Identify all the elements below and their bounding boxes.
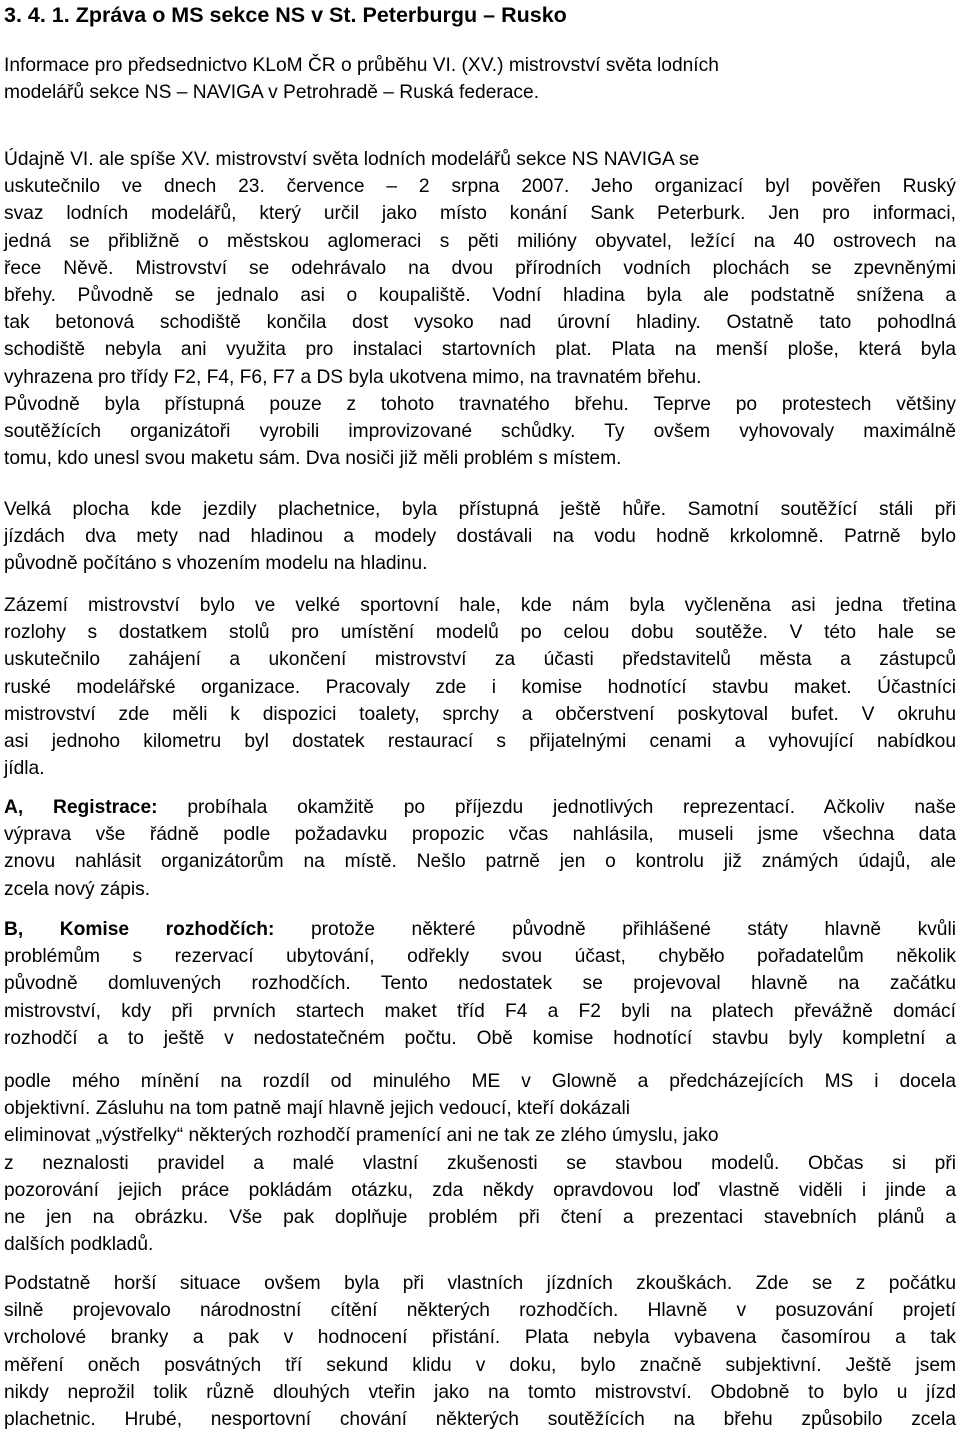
line-text: mistrovství zde měli k dispozici toalety, sprchy a občerstvení poskytoval bufet. V okruhu [4,703,956,725]
line-text: břehy. Původně se jednalo asi o koupaliště. Vodní hladina byla ale podstatně snížena a [4,284,956,306]
paragraph [4,1270,956,1433]
text-line [4,418,956,445]
line-text: jedná se přibližně o městskou aglomeraci s pěti milióny obyvatel, ležící na 40 ostrovech na [4,230,956,252]
text-line [4,943,956,970]
line-text: podle mého mínění na rozdíl od minulého ME v Glowně a předcházejících MS i docela [4,1071,956,1092]
text-line [4,1025,956,1052]
text-line [4,282,956,309]
text-line [4,496,956,523]
text-line [4,146,956,173]
line-text: nikdy neprožil tolik různě dlouhých vteřin jako na tomto mistrovství. Obdobně to bylo u jízd [4,1381,956,1403]
text-line [4,592,956,619]
line-text: původně počítáno s vhozením modelu na hladinu. [4,553,428,575]
text-line [4,1177,956,1204]
section-heading: 3. 4. 1. Zpráva o MS sekce NS v St. Peterburgu – Rusko [4,3,567,27]
line-text: Údajně VI. ale spíše XV. mistrovství světa lodních modelářů sekce NS NAVIGA se [4,149,700,170]
line-text: tomu, kdo unesl svou maketu sám. Dva nosiči již měli problém s místem. [4,448,622,470]
text-line [4,998,956,1025]
text-line [4,1406,956,1433]
paragraph [4,52,956,106]
line-text: rozlohy s dostatkem stolů pro umístění modelů po celou dobu soutěže. V této hale se [4,622,956,644]
paragraph [4,592,956,782]
text-line [4,1270,956,1297]
line-text: protože některé původně přihlášené státy hlavně kvůli [274,919,956,940]
text-line [4,916,956,943]
line-text: z neznalosti pravidel a malé vlastní zkušenosti se stavbou modelů. Občas si při [4,1152,956,1174]
line-text: silně projevovalo národnostní cítění některých rozhodčích. Hlavně v posuzování projetí [4,1300,956,1322]
line-text: objektivní. Zásluhu na tom patně mají hlavně jejich vedoucí, kteří dokázali [4,1098,631,1120]
line-text: Zázemí mistrovství bylo ve velké sportovní hale, kde nám byla vyčleněna asi jedna třetina [4,595,956,616]
text-line [4,794,956,821]
line-text: výprava vše řádně podle požadavku propozic včas nahlásila, museli jsme všechna data [4,824,956,846]
text-line [4,755,956,782]
line-text: probíhala okamžitě po příjezdu jednotlivých reprezentací. Ačkoliv naše [157,797,956,818]
text-line [4,52,956,79]
line-text: plachetnic. Hrubé, nesportovní chování některých soutěžících na břehu způsobilo zcela [4,1408,956,1430]
bold-label: B, Komise rozhodčích: [4,919,275,940]
text-line [4,1297,956,1324]
paragraph [4,496,956,578]
line-text: soutěžících organizátoři vyrobili improvizované schůdky. Ty ovšem vyhovovaly maximálně [4,420,956,442]
paragraph [4,916,956,1052]
bold-label: A, Registrace: [4,797,158,818]
text-line [4,523,956,550]
text-line [4,1095,956,1122]
paragraph [4,1068,956,1258]
line-text: pozorování jejich práce pokládám otázku, zda někdy opravdovou loď vlastně viděli i jinde a [4,1179,956,1201]
line-text: ne jen na obrázku. Vše pak doplňuje problém při čtení a prezentaci stavebních plánů a [4,1206,956,1228]
text-line [4,970,956,997]
text-line [4,1068,956,1095]
text-line [4,336,956,363]
line-text: jídla. [4,758,45,780]
line-text: eliminovat „výstřelky“ některých rozhodčí pramenící ani ne tak ze zlého úmyslu, jako [4,1125,719,1147]
text-line [4,1324,956,1351]
text-line [4,701,956,728]
line-text: problémům s rezervací ubytování, odřekly svou účast, chyběło pořadatelům několik [4,946,956,968]
text-line [4,848,956,875]
text-line [4,364,956,391]
line-text: řece Něvě. Mistrovství se odehrávalo na dvou přírodních vodních plochách se zpevněnými [4,257,956,279]
line-text: jízdách dva mety nad hladinou a modely dostávali na vodu hodně krkolomně. Patrně bylo [4,526,956,548]
line-text: vyhrazena pro třídy F2, F4, F6, F7 a DS byla ukotvena mimo, na travnatém břehu. [4,366,702,388]
line-text: znovu nahlásit organizátorům na místě. Nešlo patrně jen o kontrolu již známých údajů, ale [4,851,956,873]
line-text: rozhodčí a to ještě v nedostatečném počtu. Obě komise hodnotící stavbu byly kompletní a [4,1027,956,1049]
line-text: asi jednoho kilometru byl dostatek restaurací s přijatelnými cenami a vyhovující nabídkou [4,730,956,752]
text-line [4,200,956,227]
line-text: uskutečnilo zahájení a ukončení mistrovství za účasti představitelů města a zástupců [4,649,956,671]
line-text: Informace pro předsednictvo KLoM ČR o průběhu VI. (XV.) mistrovství světa lodních [4,55,719,76]
text-line [4,1379,956,1406]
line-text: vrcholové branky a pak v hodnocení přistání. Plata nebyla vybavena časomírou a tak [4,1327,956,1349]
text-line [4,445,956,472]
line-text: uskutečnilo ve dnech 23. července – 2 srpna 2007. Jeho organizací byl pověřen Ruský [4,176,956,198]
text-line [4,1122,956,1149]
text-line [4,1352,956,1379]
text-line [4,1204,956,1231]
line-text: Podstatně horší situace ovšem byla při vlastních jízdních zkouškách. Zde se z počátku [4,1273,956,1294]
text-line [4,674,956,701]
text-line [4,79,956,106]
line-text: mistrovství, kdy při prvních startech maket tříd F4 a F2 byli na platech převážně domácí [4,1000,956,1022]
line-text: dalších podkladů. [4,1234,154,1256]
text-line [4,728,956,755]
line-text: Velká plocha kde jezdily plachetnice, byla přístupná ještě hůře. Samotní soutěžící stáli při [4,499,956,520]
text-line [4,228,956,255]
text-line [4,1150,956,1177]
text-line [4,876,956,903]
line-text: svaz lodních modelářů, který určil jako místo konání Sank Peterburk. Jen pro informaci, [4,203,956,225]
text-line [4,550,956,577]
line-text: původně domluvených rozhodčích. Tento nedostatek se projevoval hlavně na začátku [4,973,956,995]
line-text: tak betonová schodiště končila dost vysoko nad úrovní hladiny. Ostatně tato pohodlná [4,312,956,334]
text-line [4,619,956,646]
text-line [4,821,956,848]
text-line [4,173,956,200]
text-line [4,391,956,418]
line-text: ruské modelářské organizace. Pracovaly zde i komise hodnotící stavbu maket. Účastníci [4,676,956,698]
line-text: zcela nový zápis. [4,878,151,900]
text-line [4,309,956,336]
paragraph [4,146,956,472]
line-text: modelářů sekce NS – NAVIGA v Petrohradě – Ruská federace. [4,82,540,104]
text-line [4,1231,956,1258]
line-text: Původně byla přístupná pouze z tohoto travnatého břehu. Teprve po protestech většiny [4,393,956,415]
text-line [4,255,956,282]
line-text: měření oněch posvátných tří sekund klidu v doku, bylo značně subjektivní. Ještě jsem [4,1354,956,1376]
paragraph [4,794,956,903]
line-text: schodiště nebyla ani využita pro instalaci startovních plat. Plata na menší ploše, která byla [4,339,956,361]
text-line [4,646,956,673]
